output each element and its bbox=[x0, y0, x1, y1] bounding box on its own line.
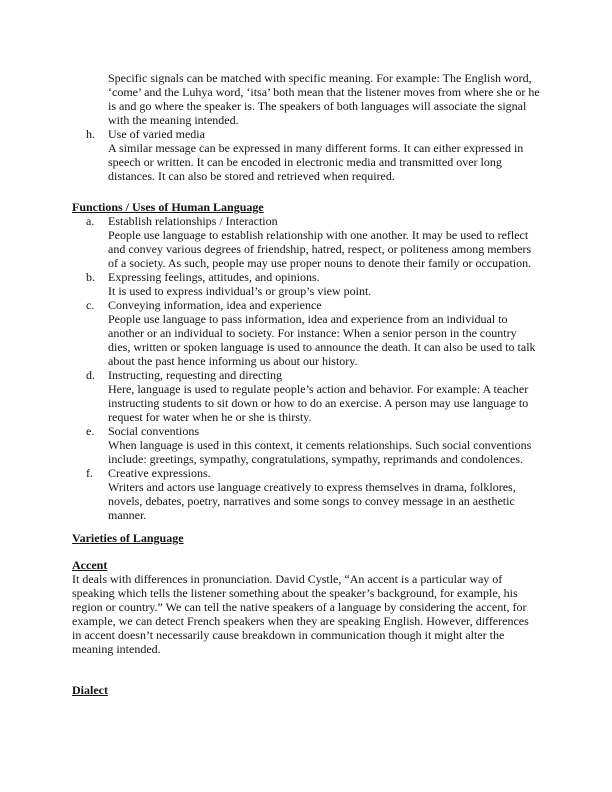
list-item-a-title: Establish relationships / Interaction bbox=[108, 214, 278, 228]
list-item-b-body: It is used to express individual’s or group’s view point. bbox=[108, 284, 372, 298]
list-item-c-title: Conveying information, idea and experience bbox=[108, 298, 322, 312]
section-heading-varieties: Varieties of Language bbox=[72, 531, 184, 545]
list-item-b bbox=[72, 270, 540, 298]
list-item-d bbox=[72, 368, 540, 424]
subsection-heading-accent: Accent bbox=[72, 558, 108, 572]
list-item-e-body: When language is used in this context, it cements relationships. Such social conventions include: greetings, sympathy, congratulations, sympathy, reprimands and condolences. bbox=[108, 438, 532, 466]
section-heading-functions: Functions / Uses of Human Language bbox=[72, 200, 264, 214]
accent-paragraph: It deals with differences in pronunciation. David Cystle, “An accent is a particular way of speaking which tells the listener something about the speaker’s background, for example, his region or country.” We can tell the native speakers of a language by considering the accent, for example, we can detect French speakers when they are speaking English. However, differences in accent doesn’t necessarily cause breakdown in communication though it might alter the meaning intended. bbox=[72, 572, 529, 656]
list-item-c bbox=[72, 298, 540, 368]
list-marker-d: d. bbox=[86, 368, 95, 382]
list-item-a-body: People use language to establish relationship with one another. It may be used to reflect and convey various degrees of friendship, hatred, respect, or politeness among members of a society. As such, people may use proper nouns to denote their family or occupation. bbox=[108, 228, 532, 270]
list-item-f bbox=[72, 466, 540, 522]
list-marker-a: a. bbox=[86, 214, 95, 228]
intro-paragraph: Specific signals can be matched with specific meaning. For example: The English word, ‘come’ and the Luhya word, ‘itsa’ both mean that the listener moves from where she or he is and go where the speaker is. The speakers of both languages will associate the signal with the meaning intended. bbox=[108, 71, 540, 127]
list-item-d-title: Instructing, requesting and directing bbox=[108, 368, 282, 382]
document-content bbox=[72, 71, 540, 697]
subsection-heading-dialect: Dialect bbox=[72, 683, 108, 697]
list-item-b-title: Expressing feelings, attitudes, and opinions. bbox=[108, 270, 320, 284]
list-item-f-body: Writers and actors use language creatively to express themselves in drama, folklores, novels, debates, poetry, narratives and some songs to convey message in an aesthetic manner. bbox=[108, 480, 516, 522]
list-marker-b: b. bbox=[86, 270, 95, 284]
list-marker-c: c. bbox=[86, 298, 95, 312]
list-item-h-body: A similar message can be expressed in many different forms. It can either expressed in speech or written. It can be encoded in electronic media and transmitted over long distances. It can also be stored and retrieved when required. bbox=[108, 141, 524, 183]
list-item-c-body: People use language to pass information, idea and experience from an individual to another or an individual to society. For instance: When a senior person in the country dies, written or spoken language is used to announce the death. It can also be used to talk about the past hence informing us about our history. bbox=[108, 312, 536, 368]
list-item-d-body: Here, language is used to regulate people’s action and behavior. For example: A teacher instructing students to sit down or how to do an exercise. A person may use language to request for water when he or she is thirsty. bbox=[108, 382, 529, 424]
list-marker-f: f. bbox=[86, 466, 93, 480]
list-marker-e: e. bbox=[86, 424, 95, 438]
list-item-h bbox=[72, 127, 540, 183]
list-item-e bbox=[72, 424, 540, 466]
list-item-h-title: Use of varied media bbox=[108, 127, 205, 141]
list-marker-h: h. bbox=[86, 127, 95, 141]
list-item-f-title: Creative expressions. bbox=[108, 466, 211, 480]
list-item-e-title: Social conventions bbox=[108, 424, 199, 438]
list-item-a bbox=[72, 214, 540, 270]
